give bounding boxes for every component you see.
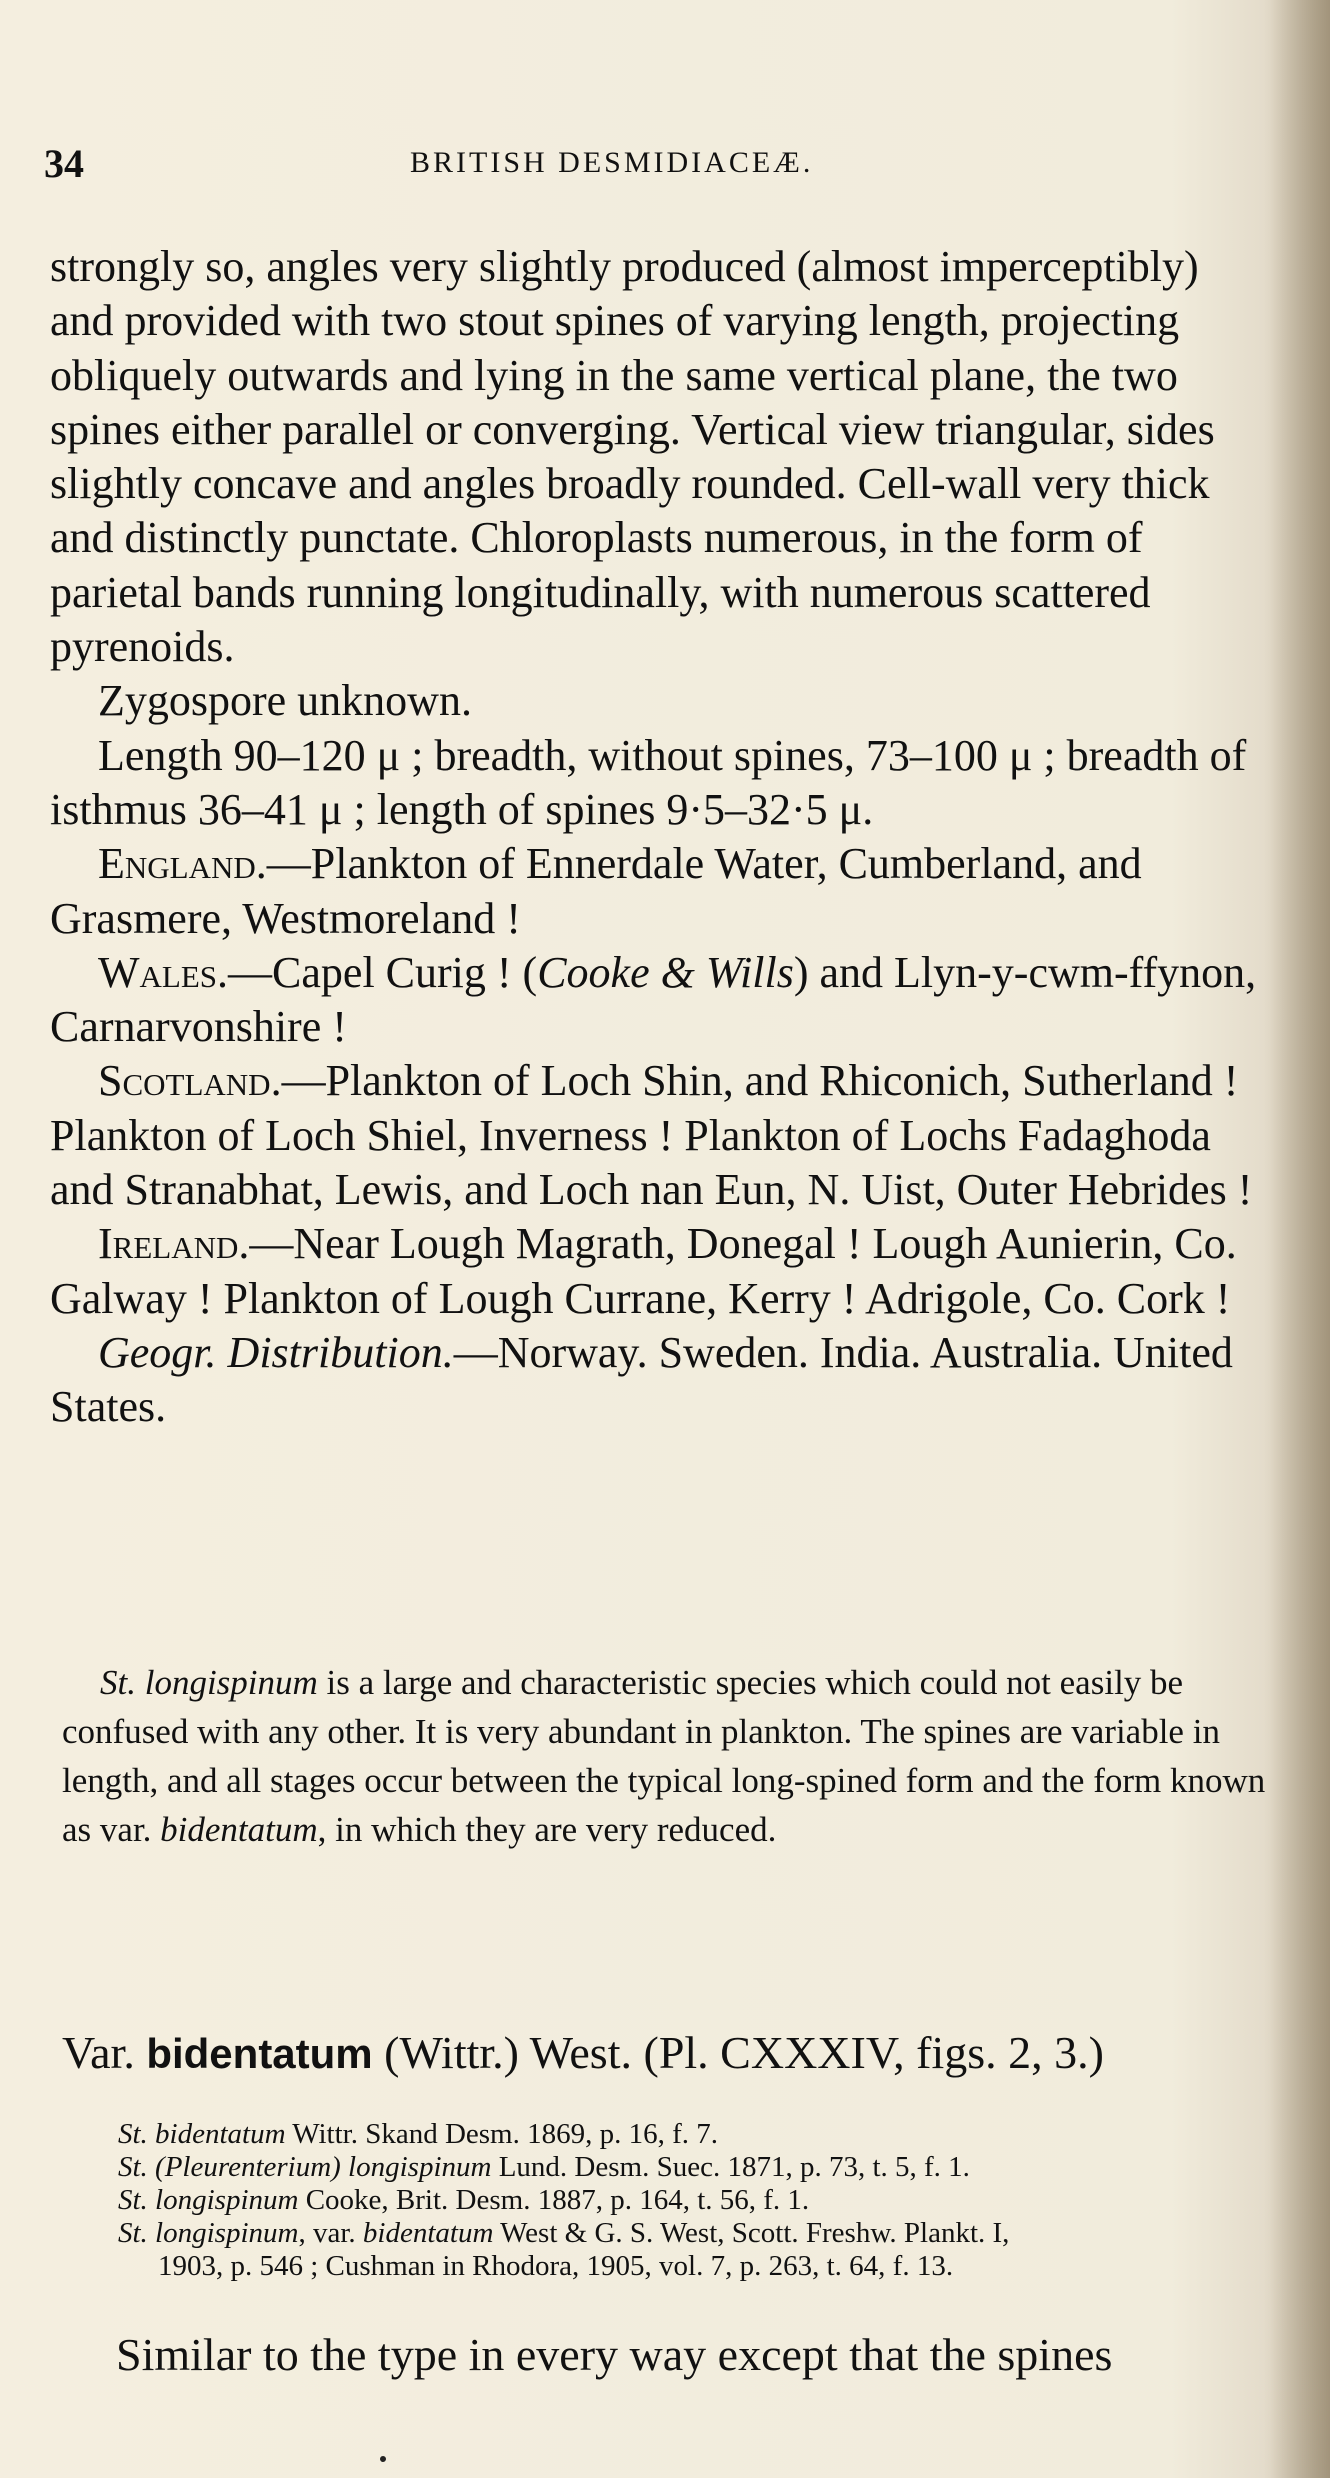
note-text: is a large and characteristic species which could not easily be confused with any other. It is very abundant in plankton. The spines are variable in length, and all stages occur between the typical long-spined form and the form known as var. xyxy=(62,1663,1266,1849)
region-name: Ireland xyxy=(98,1219,239,1269)
closing-text: Similar to the type in every way except that the spines xyxy=(116,2329,1113,2380)
locality-ireland xyxy=(50,1217,1270,1326)
region-name: Scotland xyxy=(98,1056,271,1106)
running-title: BRITISH DESMIDIACEÆ. xyxy=(410,146,814,179)
locality-scotland xyxy=(50,1054,1270,1217)
synonym-citation: Lund. Desm. Suec. 1871, p. 73, t. 5, f. 1. xyxy=(491,2151,970,2183)
synonym-variety: bidentatum xyxy=(362,2217,494,2249)
synonym-citation: Wittr. Skand Desm. 1869, p. 16, f. 7. xyxy=(285,2118,719,2150)
locality-england xyxy=(50,837,1270,946)
locality-text: .—Capel Curig ! ( xyxy=(217,947,538,997)
locality-text: .—Near Lough Magrath, Donegal ! Lough Aunierin, Co. Galway ! Plankton of Lough Currane, Kerry ! Adrigole, Co. Cork ! xyxy=(50,1219,1237,1323)
synonym-continuation: 1903, p. 546 ; Cushman in Rhodora, 1905, vol. 7, p. 263, t. 64, f. 13. xyxy=(158,2250,954,2282)
synonym-name: St. bidentatum xyxy=(118,2118,286,2150)
synonym-name: St. longispinum xyxy=(118,2217,299,2249)
synonym-entry xyxy=(118,2118,1308,2151)
note-variety-name: bidentatum xyxy=(160,1810,318,1849)
page-number: 34 xyxy=(44,141,84,186)
synonymy-list xyxy=(118,2118,1308,2283)
synonym-citation: Cooke, Brit. Desm. 1887, p. 164, t. 56, f. 1. xyxy=(298,2184,810,2216)
synonym-name: St. (Pleurenterium) longispinum xyxy=(118,2151,492,2183)
note-species-name: St. longispinum xyxy=(100,1663,318,1702)
locality-text: ) and Llyn-y-cwm-ffynon, Carnarvonshire ! xyxy=(50,947,1257,1052)
synonym-entry xyxy=(118,2151,1308,2184)
variety-name: bidentatum xyxy=(146,2030,373,2077)
note-text: , in which they are very reduced. xyxy=(317,1810,777,1849)
species-note xyxy=(62,1658,1272,1854)
synonym-entry xyxy=(118,2217,1308,2250)
species-description xyxy=(50,240,1270,1435)
running-header xyxy=(44,140,1304,200)
locality-text: .—Plankton of Ennerdale Water, Cumberland, and Grasmere, Westmoreland ! xyxy=(50,839,1142,943)
geographic-distribution xyxy=(50,1326,1270,1435)
variety-prefix: Var. xyxy=(62,2027,147,2078)
synonym-entry xyxy=(118,2184,1308,2217)
page-edge-shadow xyxy=(1270,0,1330,2478)
locality-text: .—Plankton of Loch Shin, and Rhiconich, Sutherland ! Plankton of Loch Shiel, Inverness ! Plankton of Lochs Fadaghoda and Stranabhat, Lewis, and Loch nan Eun, N. Uist, Outer Hebrides ! xyxy=(50,1056,1253,1215)
note-paragraph xyxy=(62,1658,1272,1854)
zygospore-paragraph: Zygospore unknown. xyxy=(98,676,472,726)
synonym-citation: West & G. S. West, Scott. Freshw. Plankt. I, xyxy=(493,2217,1010,2249)
plate-reference: (Pl. CXXXIV, figs. 2, 3.) xyxy=(643,2027,1104,2078)
variety-authority: (Wittr.) West. xyxy=(372,2027,632,2078)
distribution-label: Geogr. Distribution. xyxy=(98,1327,454,1377)
variety-heading xyxy=(62,2026,1312,2081)
synonym-name: St. longispinum xyxy=(118,2184,299,2216)
distribution-text: —Norway. Sweden. India. Australia. United States. xyxy=(50,1327,1233,1432)
synonym-text: , var. xyxy=(298,2217,363,2249)
measurements-paragraph: Length 90–120 μ ; breadth, without spines, 73–100 μ ; breadth of isthmus 36–41 μ ; length of spines 9·5–32·5 μ. xyxy=(50,730,1247,834)
ink-speck xyxy=(380,2456,386,2462)
collector-names: Cooke & Wills xyxy=(537,947,794,997)
region-name: Wales xyxy=(98,947,218,997)
locality-wales xyxy=(50,946,1270,1055)
description-paragraph: strongly so, angles very slightly produced (almost imperceptibly) and provided with two stout spines of varying length, projecting obliquely outwards and lying in the same vertical plane, the two spines either parallel or converging. Vertical view triangular, sides slightly concave and angles broadly rounded. Cell-wall very thick and distinctly punctate. Chloroplasts numerous, in the form of parietal bands running longitudinally, with numerous scattered pyrenoids. xyxy=(50,242,1215,672)
region-name: England xyxy=(98,839,256,889)
